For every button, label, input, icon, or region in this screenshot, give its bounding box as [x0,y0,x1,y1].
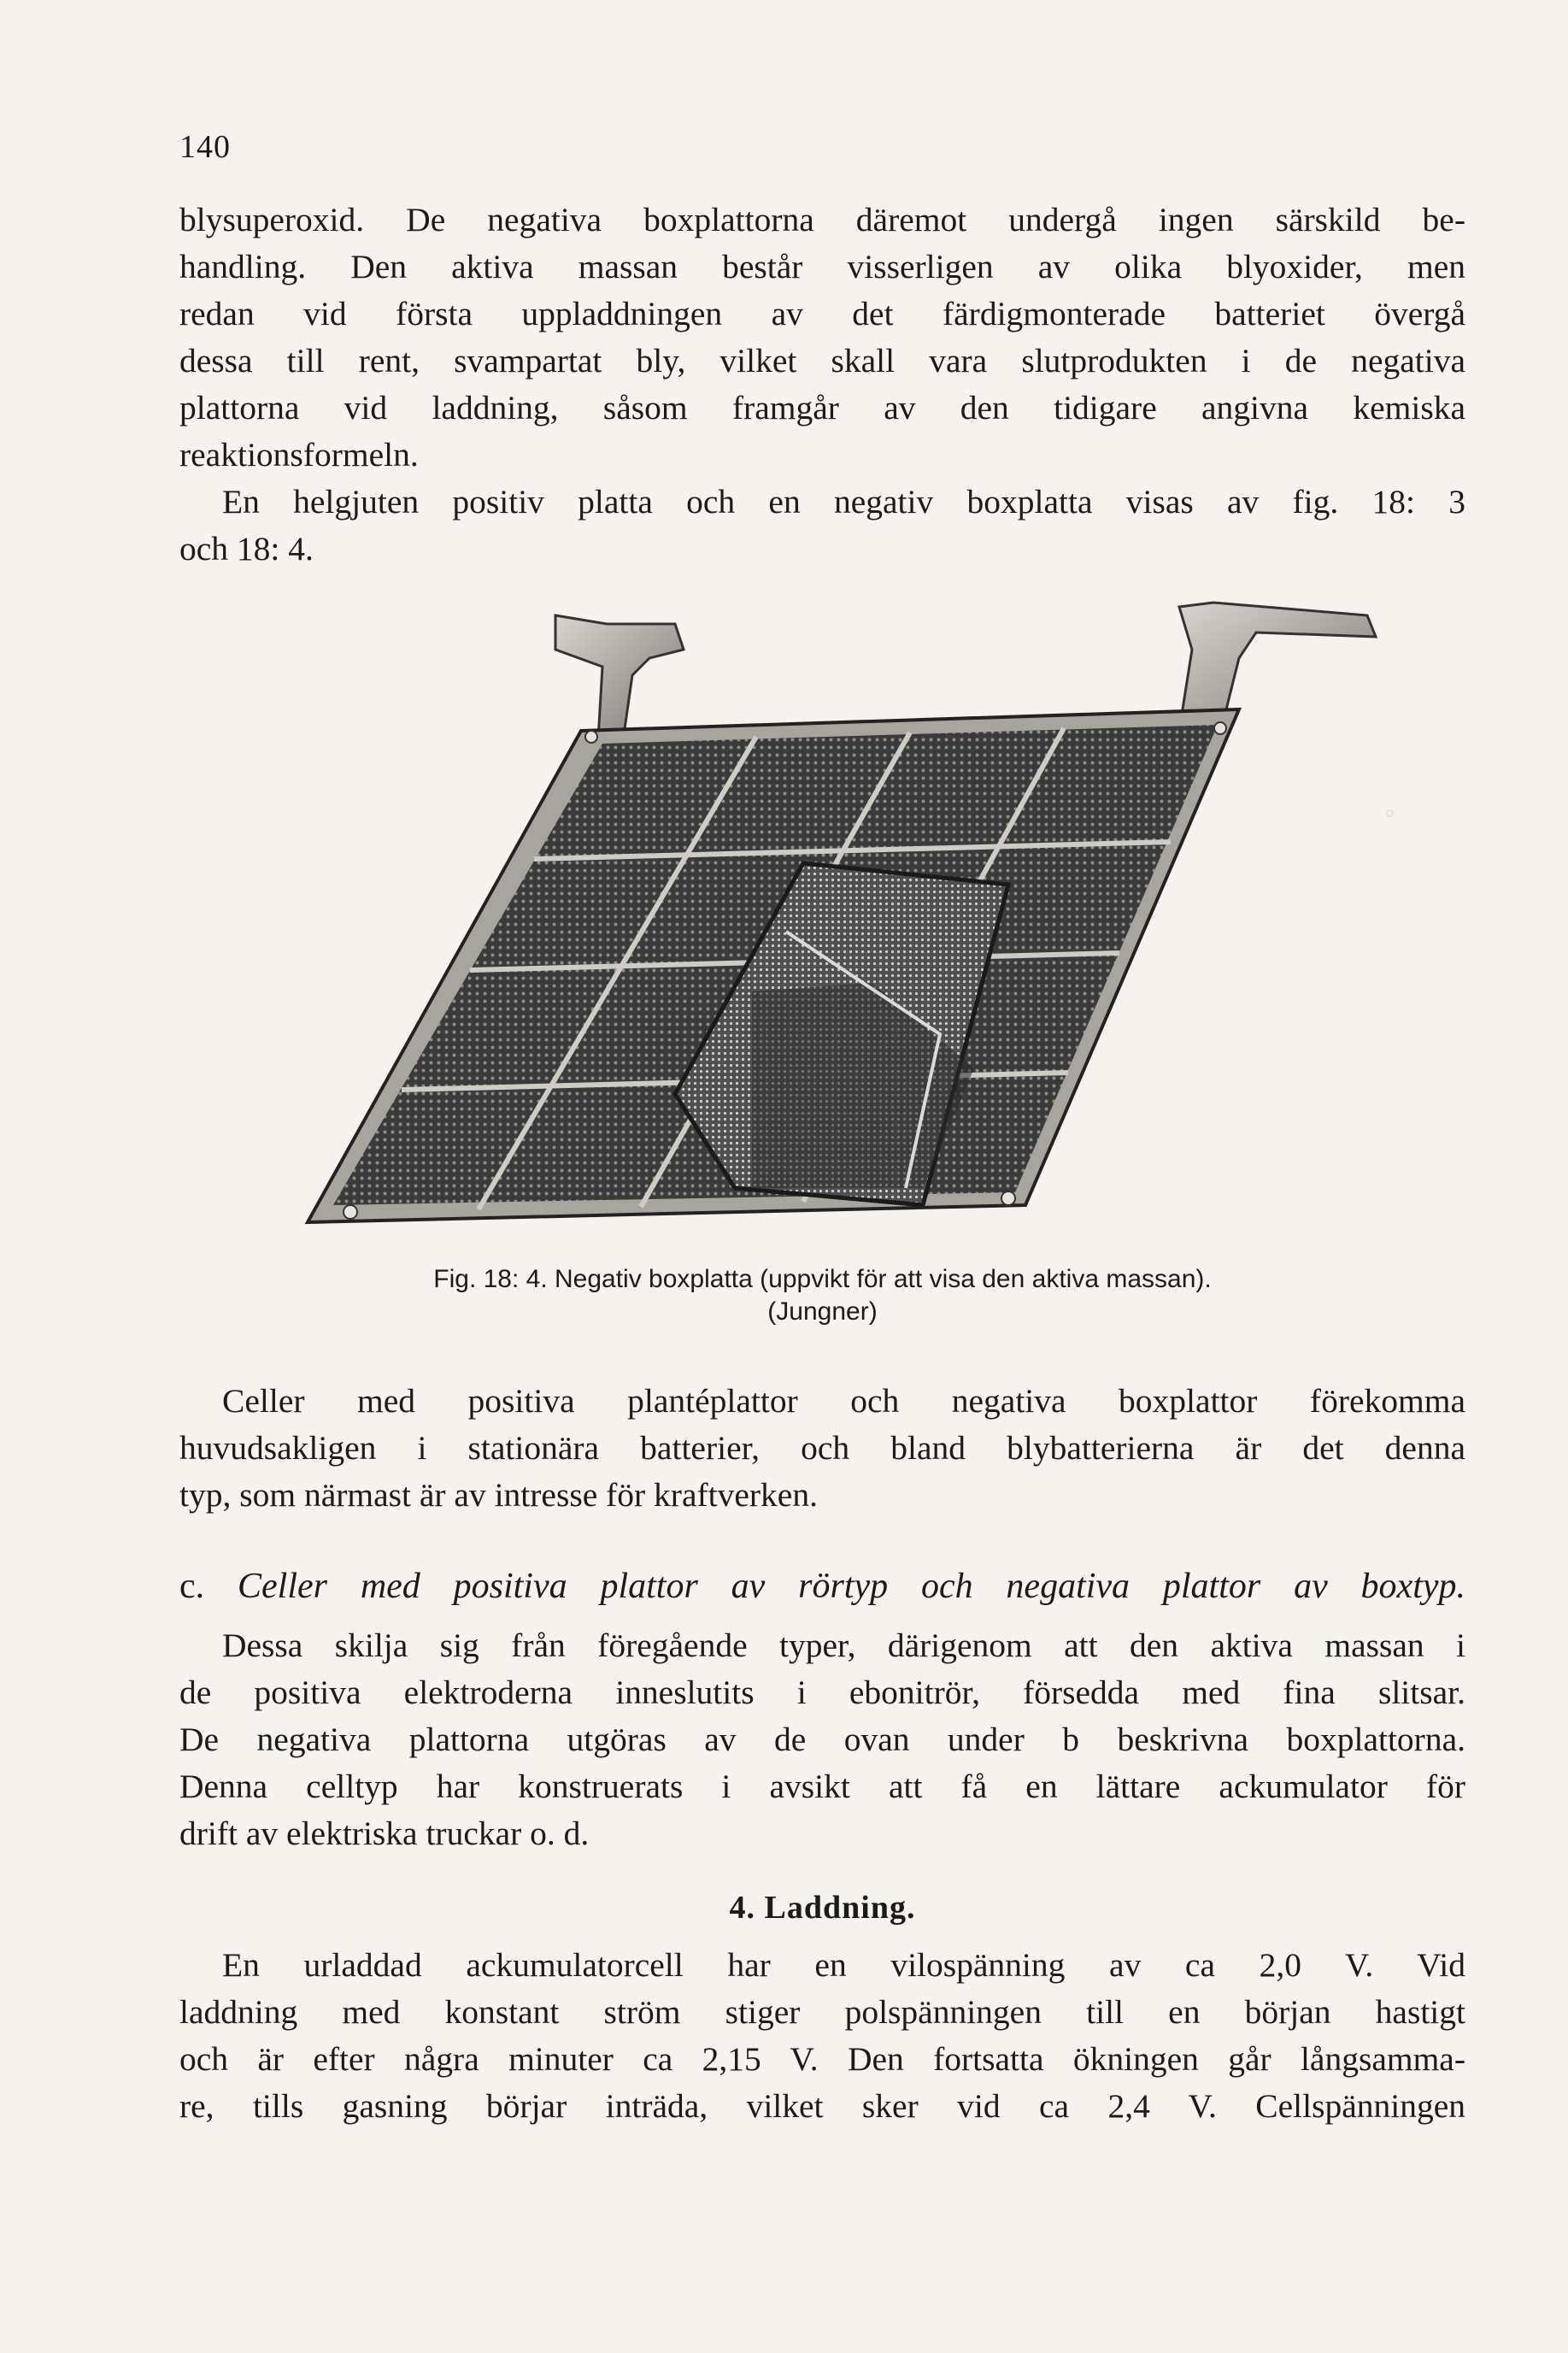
figure-caption [179,1263,1465,1328]
subheading-c [179,1566,1465,1607]
text-line: huvudsakligen i stationära batterier, och bland blybatterierna är det denna [179,1429,1465,1467]
text-line: Denna celltyp har konstruerats i avsikt att få en lättare ackumulator för [179,1768,1465,1805]
paragraph-1 [179,197,1465,479]
subheading-text: Celler med positiva plattor av rörtyp och negativa plattor av boxtyp. [238,1567,1465,1606]
text-line: och är efter några minuter ca 2,15 V. Den fortsatta ökningen går långsamma- [179,2040,1465,2078]
text-line: Celler med positiva plantéplattor och negativa boxplattor förekomma [222,1382,1465,1420]
paragraph-5 [179,1942,1465,2130]
text-line: handling. Den aktiva massan består visserligen av olika blyoxider, men [179,248,1465,285]
box-plate-illustration [273,590,1384,1282]
text-line: plattorna vid laddning, såsom framgår av den tidigare angivna kemiska [179,389,1465,426]
subheading-letter: c. [179,1567,205,1606]
text-line: dessa till rent, svampartat bly, vilket skall vara slutprodukten i de negativa [179,342,1465,379]
text-line: redan vid första uppladdningen av det färdigmonterade batteriet övergå [179,295,1465,332]
section-heading-laddning: 4. Laddning. [729,1890,916,1926]
text-line: Dessa skilja sig från föregående typer, därigenom att den aktiva massan i [222,1627,1465,1664]
caption-credit: (Jungner) [767,1297,878,1326]
text-line: typ, som närmast är av intresse för kraftverken. [179,1476,818,1514]
text-line: laddning med konstant ström stiger polspänningen till en början hastigt [179,1993,1465,2031]
text-line: de positiva elektroderna inneslutits i ebonitrör, försedda med fina slitsar. [179,1674,1465,1711]
page-number: 140 [179,129,231,165]
paragraph-2 [179,479,1465,573]
text-line: re, tills gasning börjar inträda, vilket sker vid ca 2,4 V. Cellspänningen [179,2087,1465,2125]
bleed-through: ◦ [1384,796,1395,830]
caption-line: Fig. 18: 4. Negativ boxplatta (uppvikt för att visa den aktiva massan). [433,1265,1212,1293]
text-line: drift av elektriska truckar o. d. [179,1815,590,1852]
figure-box-plate [273,590,1384,1282]
text-line: och 18: 4. [179,530,314,568]
paragraph-4 [179,1622,1465,1857]
text-line: blysuperoxid. De negativa boxplattorna däremot undergå ingen särskild be- [179,201,1465,238]
paragraph-3 [179,1378,1465,1519]
text-line: De negativa plattorna utgöras av de ovan under b beskrivna boxplattorna. [179,1721,1465,1758]
text-line: En urladdad ackumulatorcell har en vilospänning av ca 2,0 V. Vid [222,1946,1465,1984]
text-line: En helgjuten positiv platta och en negativ boxplatta visas av fig. 18: 3 [222,483,1465,521]
left-lug [555,615,684,739]
text-line: reaktionsformeln. [179,436,419,474]
